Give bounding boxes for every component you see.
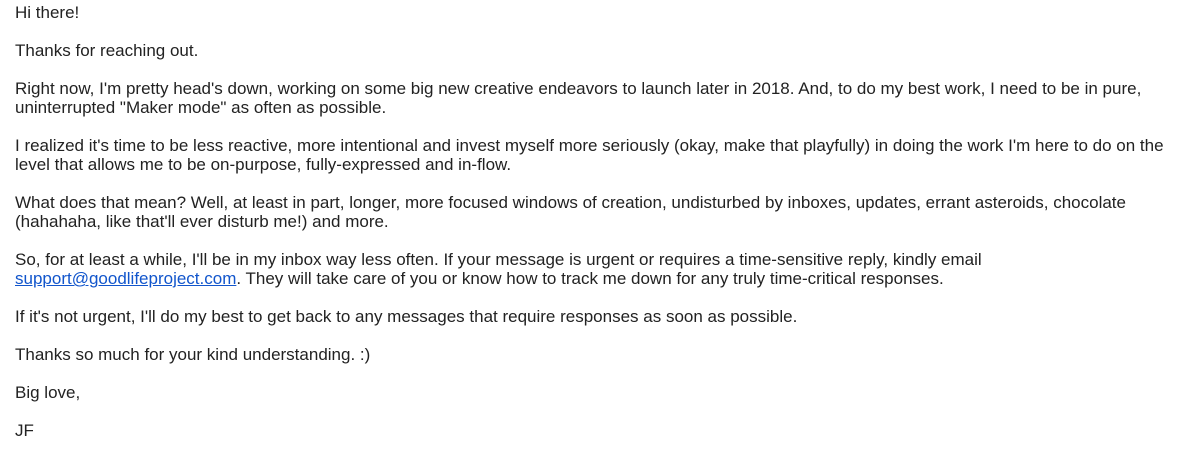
thanks-text: Thanks for reaching out. — [15, 41, 199, 60]
support-email-link[interactable]: support@goodlifeproject.com — [15, 269, 237, 288]
paragraph-thanks-understanding: Thanks so much for your kind understanding. :) — [15, 345, 371, 364]
paragraph-focus-windows: What does that mean? Well, at least in part, longer, more focused windows of creation, undisturbed by inboxes, updates, errant asteroids, chocolate (hahahaha, like that'll ever disturb me!) and more. — [15, 193, 1126, 231]
signature-text: JF — [15, 421, 34, 440]
paragraph-not-urgent: If it's not urgent, I'll do my best to get back to any messages that require responses as soon as possible. — [15, 307, 798, 326]
greeting-text: Hi there! — [15, 3, 80, 22]
inbox-less-text-after: . They will take care of you or know how to track me down for any truly time-critical responses. — [236, 269, 944, 288]
inbox-less-text-before: So, for at least a while, I'll be in my inbox way less often. If your message is urgent or requires a time-sensitive reply, kindly email — [15, 250, 982, 269]
paragraph-maker-mode: Right now, I'm pretty head's down, working on some big new creative endeavors to launch later in 2018. And, to do my best work, I need to be in pure, uninterrupted "Maker mode" as often as possible. — [15, 79, 1142, 117]
paragraph-intentional: I realized it's time to be less reactive, more intentional and invest myself more seriously (okay, make that playfully) in doing the work I'm here to do on the level that allows me to be on-purpose, fully-expressed and in-flow. — [15, 136, 1164, 174]
closing-text: Big love, — [15, 383, 81, 402]
paragraph-inbox-less — [15, 250, 1185, 288]
email-body — [15, 3, 1185, 459]
